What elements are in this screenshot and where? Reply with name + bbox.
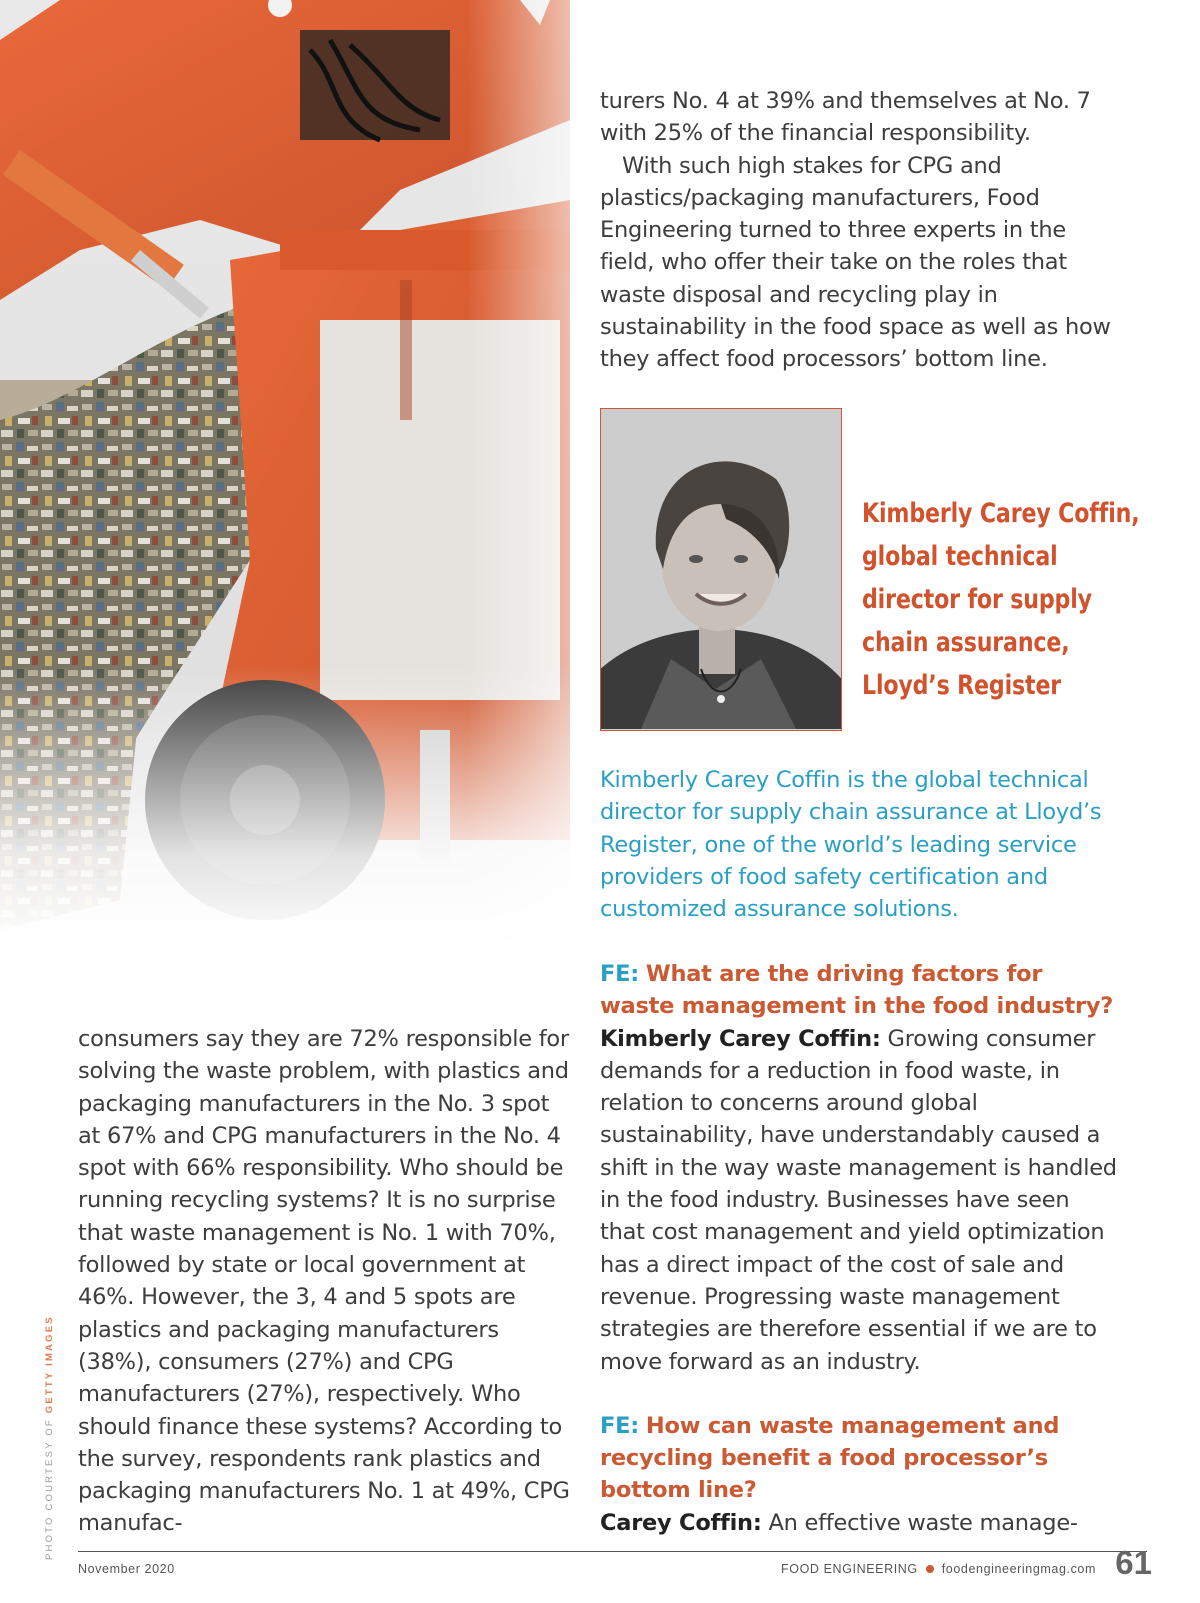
article-left-bottom (78, 1023, 578, 1540)
page-number: 61 (1115, 1544, 1152, 1581)
caption-line: global technical (862, 541, 1058, 572)
magazine-name: FOOD ENGINEERING (781, 1562, 918, 1576)
caption-line: Lloyd’s Register (862, 670, 1062, 701)
caption-line: director for supply (862, 584, 1092, 615)
credit-source: GETTY IMAGES (44, 1315, 55, 1414)
qa-question-1 (600, 958, 1120, 1023)
photo-credit (44, 1315, 55, 1560)
expert-portrait (600, 408, 842, 731)
expert-bio: Kimberly Carey Coffin is the global technical director for supply chain assurance at Lloyd’s Register, one of the world’s leading service providers of food safety certification and customized assurance solutions. (600, 767, 1102, 923)
qa-question-2 (600, 1410, 1120, 1507)
expert-caption (862, 492, 1140, 707)
truck-photo (0, 0, 570, 950)
answer-text: An effective waste manage- (768, 1509, 1078, 1536)
paragraph-continued: turers No. 4 at 39% and themselves at No. 7 with 25% of the financial responsibility. (600, 88, 1091, 147)
bullet-icon (926, 1565, 934, 1573)
caption-line: Kimberly Carey Coffin, (862, 498, 1140, 529)
footer-date: November 2020 (78, 1562, 175, 1576)
qa-answer-2 (600, 1507, 1120, 1539)
qa-answer-1 (600, 1023, 1120, 1378)
paragraph-stakes: With such high stakes for CPG and plastics/packaging manufacturers, Food Engineering turned to three experts in the field, who offer their take on the roles that waste disposal and recycling play in sustainability in the food space as well as how they affect food processors’ bottom line. (600, 152, 1111, 373)
footer-publication (781, 1562, 1096, 1576)
fe-label: FE: (600, 961, 639, 987)
speaker-name: Carey Coffin: (600, 1509, 762, 1536)
article-right-top (600, 85, 1120, 376)
question-text: How can waste management and recycling benefit a food processor’s bottom line? (600, 1412, 1060, 1504)
footer-rule (78, 1551, 1147, 1552)
paragraph-survey: consumers say they are 72% responsible for solving the waste problem, with plastics and packaging manufacturers in the No. 3 spot at 67% and CPG manufacturers in the No. 4 spot with 66% responsibility. Who should be running recycling systems? It is no surprise that waste management is No. 1 with 70%, followed by state or local government at 46%. However, the 3, 4 and 5 spots are plastics and packaging manufacturers (38%), consumers (27%) and CPG manufacturers (27%), respectively. Who should finance these systems? According to the survey, respondents rank plastics and packaging manufacturers No. 1 at 49%, CPG manufac- (78, 1026, 570, 1537)
caption-line: chain assurance, (862, 627, 1070, 658)
portrait-image (601, 409, 841, 729)
speaker-name: Kimberly Carey Coffin: (600, 1025, 881, 1052)
question-text: What are the driving factors for waste management in the food industry? (600, 961, 1114, 1020)
fe-label: FE: (600, 1412, 639, 1439)
credit-prefix: PHOTO COURTESY OF (44, 1418, 55, 1560)
qa-section (600, 958, 1120, 1539)
website-link[interactable]: foodengineeringmag.com (941, 1562, 1096, 1576)
answer-text: Growing consumer demands for a reduction in food waste, in relation to concerns around global sustainability, have understandably caused a shift in the way waste management is handled in the food industry. Businesses have seen that cost management and yield optimization has a direct impact of the cost of sale and revenue. Progressing waste management strategies are therefore essential if we are to move forward as an industry. (600, 1025, 1117, 1375)
